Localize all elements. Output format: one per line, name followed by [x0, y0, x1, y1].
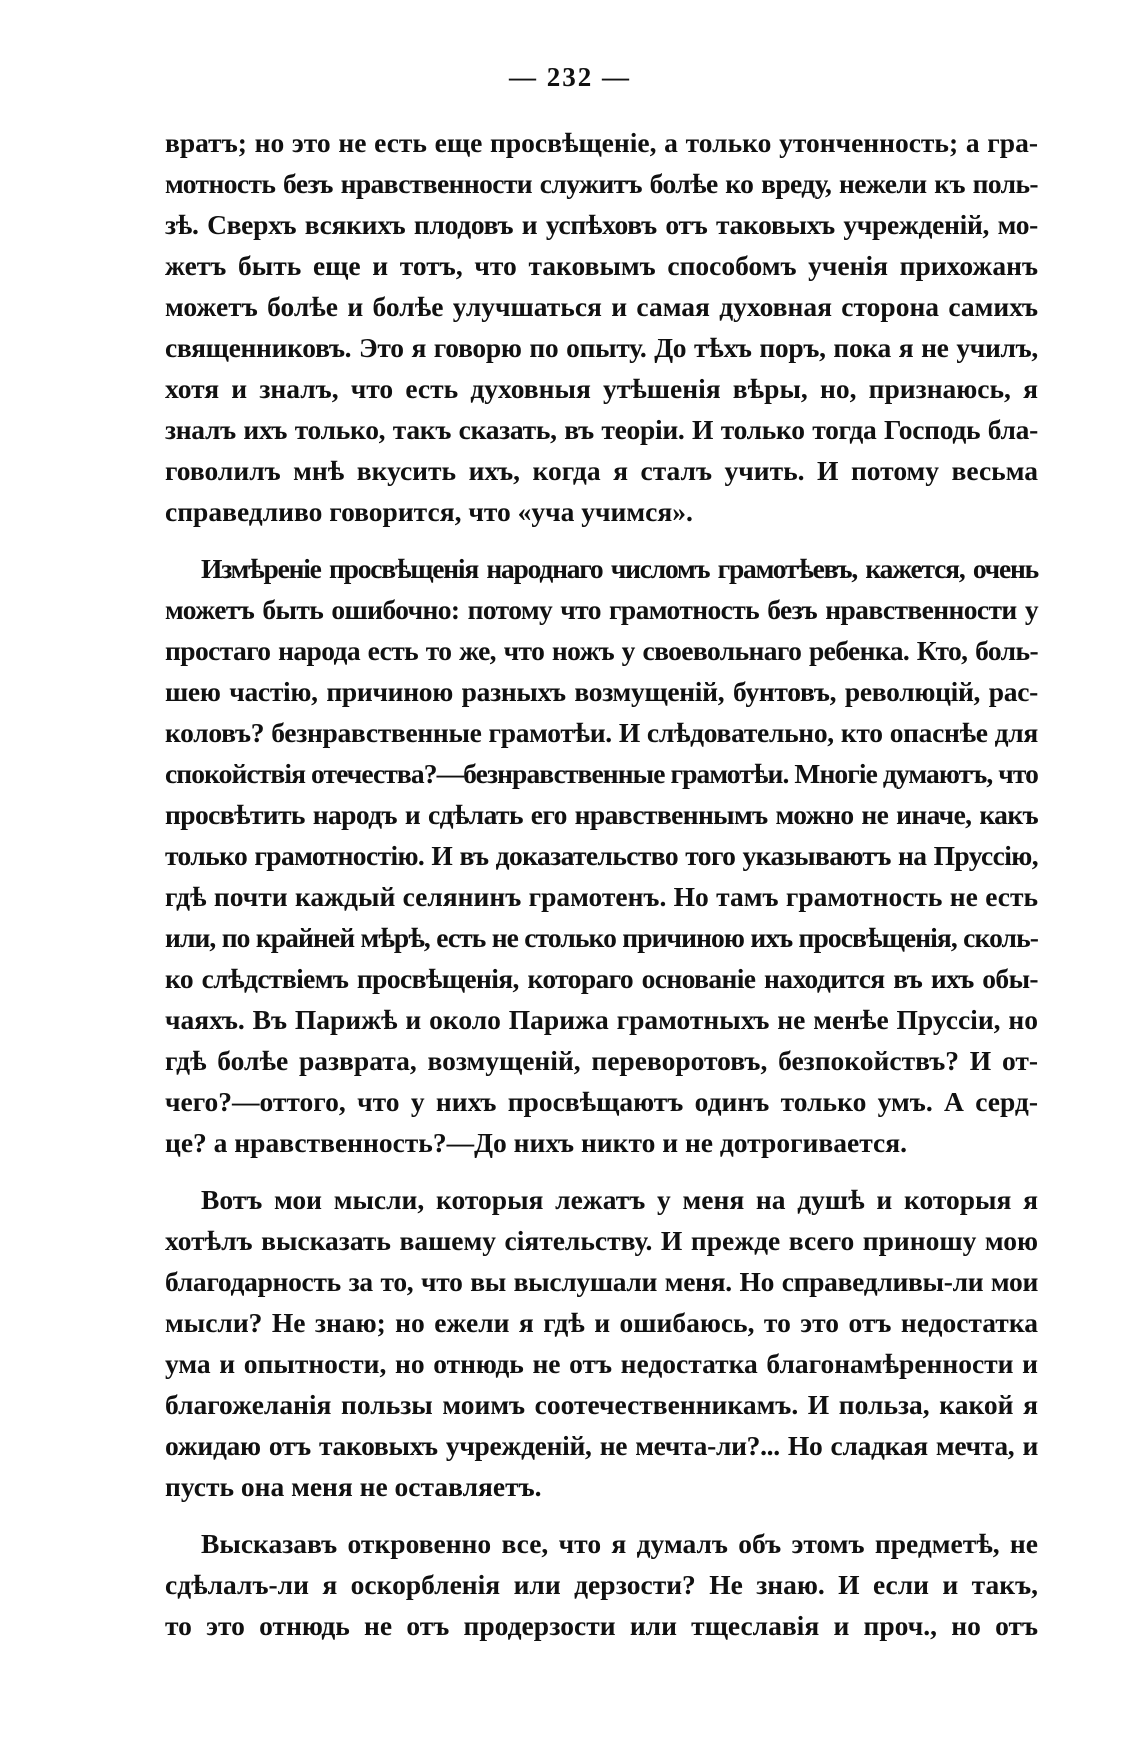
text-line: гдѣ болѣе разврата, возмущеній, переворотовъ, безпокойствъ? И от- — [165, 1045, 1038, 1076]
text-line: пусть она меня не оставляетъ. — [165, 1471, 542, 1502]
text-line: вратъ; но это не есть еще просвѣщеніе, а только утонченность; а гра- — [165, 127, 1038, 158]
paragraph-3 — [165, 1179, 1038, 1507]
paragraph-2 — [165, 548, 1038, 1163]
paragraph-1 — [165, 122, 1038, 532]
page-number: — 232 — — [509, 62, 631, 92]
text-line: гдѣ почти каждый селянинъ грамотенъ. Но тамъ грамотность не есть — [165, 881, 1038, 912]
page-text-body — [165, 122, 1038, 1662]
text-line: то это отнюдь не отъ продерзости или тщеславія и проч., но отъ — [165, 1610, 1038, 1641]
text-line: Измѣреніе просвѣщенія народнаго числомъ грамотѣевъ, кажется, очень — [201, 553, 1038, 584]
text-line: справедливо говорится, что «уча учимся». — [165, 496, 693, 527]
text-line: хотѣлъ высказать вашему сіятельству. И прежде всего приношу мою — [165, 1225, 1038, 1256]
text-line: це? а нравственность?—До нихъ никто и не дотрогивается. — [165, 1127, 908, 1158]
text-line: мысли? Не знаю; но ежели я гдѣ и ошибаюсь, то это отъ недостатка — [165, 1307, 1038, 1338]
text-line: Высказавъ откровенно все, что я думалъ объ этомъ предметѣ, не — [201, 1528, 1038, 1559]
text-line: сдѣлалъ-ли я оскорбленія или дерзости? Не знаю. И если и такъ, — [165, 1569, 1038, 1600]
text-line: священниковъ. Это я говорю по опыту. До тѣхъ поръ, пока я не училъ, — [165, 332, 1038, 363]
text-line: жетъ быть еще и тотъ, что таковымъ способомъ ученія прихожанъ — [165, 250, 1038, 281]
text-line: мотность безъ нравственности служитъ болѣе ко вреду, нежели къ поль- — [165, 168, 1038, 199]
text-line: Вотъ мои мысли, которыя лежатъ у меня на душѣ и которыя я — [201, 1184, 1038, 1215]
text-line: ума и опытности, но отнюдь не отъ недостатка благонамѣренности и — [165, 1348, 1038, 1379]
text-line: ожидаю отъ таковыхъ учрежденій, не мечта-ли?... Но сладкая мечта, и — [165, 1430, 1038, 1461]
text-line: просвѣтить народъ и сдѣлать его нравственнымъ можно не иначе, какъ — [165, 799, 1038, 830]
text-line: чаяхъ. Въ Парижѣ и около Парижа грамотныхъ не менѣе Пруссіи, но — [165, 1004, 1038, 1035]
text-line: хотя и зналъ, что есть духовныя утѣшенія вѣры, но, признаюсь, я — [165, 373, 1038, 404]
text-line: шею частію, причиною разныхъ возмущеній, бунтовъ, революцій, рас- — [165, 676, 1038, 707]
text-line: чего?—оттого, что у нихъ просвѣщаютъ одинъ только умъ. А серд- — [165, 1086, 1038, 1117]
text-line: только грамотностію. И въ доказательство того указываютъ на Пруссію, — [165, 840, 1038, 871]
text-line: ко слѣдствіемъ просвѣщенія, котораго основаніе находится въ ихъ обы- — [165, 963, 1038, 994]
text-line: можетъ болѣе и болѣе улучшаться и самая духовная сторона самихъ — [165, 291, 1038, 322]
text-line: можетъ быть ошибочно: потому что грамотность безъ нравственности у — [165, 594, 1038, 625]
text-line: благожеланія пользы моимъ соотечественникамъ. И польза, какой я — [165, 1389, 1038, 1420]
text-line: спокойствія отечества?—безнравственные грамотѣи. Многіе думаютъ, что — [165, 758, 1038, 789]
text-line: благодарность за то, что вы выслушали меня. Но справедливы-ли мои — [165, 1266, 1038, 1297]
text-line: говолилъ мнѣ вкусить ихъ, когда я сталъ учить. И потому весьма — [165, 455, 1038, 486]
text-line: коловъ? безнравственные грамотѣи. И слѣдовательно, кто опаснѣе для — [165, 717, 1038, 748]
text-line: зналъ ихъ только, такъ сказать, въ теоріи. И только тогда Господь бла- — [165, 414, 1038, 445]
paragraph-4 — [165, 1523, 1038, 1646]
text-line: или, по крайней мѣрѣ, есть не столько причиною ихъ просвѣщенія, сколь- — [165, 922, 1038, 953]
text-line: зѣ. Сверхъ всякихъ плодовъ и успѣховъ отъ таковыхъ учрежденій, мо- — [165, 209, 1038, 240]
text-line: простаго народа есть то же, что ножъ у своевольнаго ребенка. Кто, боль- — [165, 635, 1038, 666]
